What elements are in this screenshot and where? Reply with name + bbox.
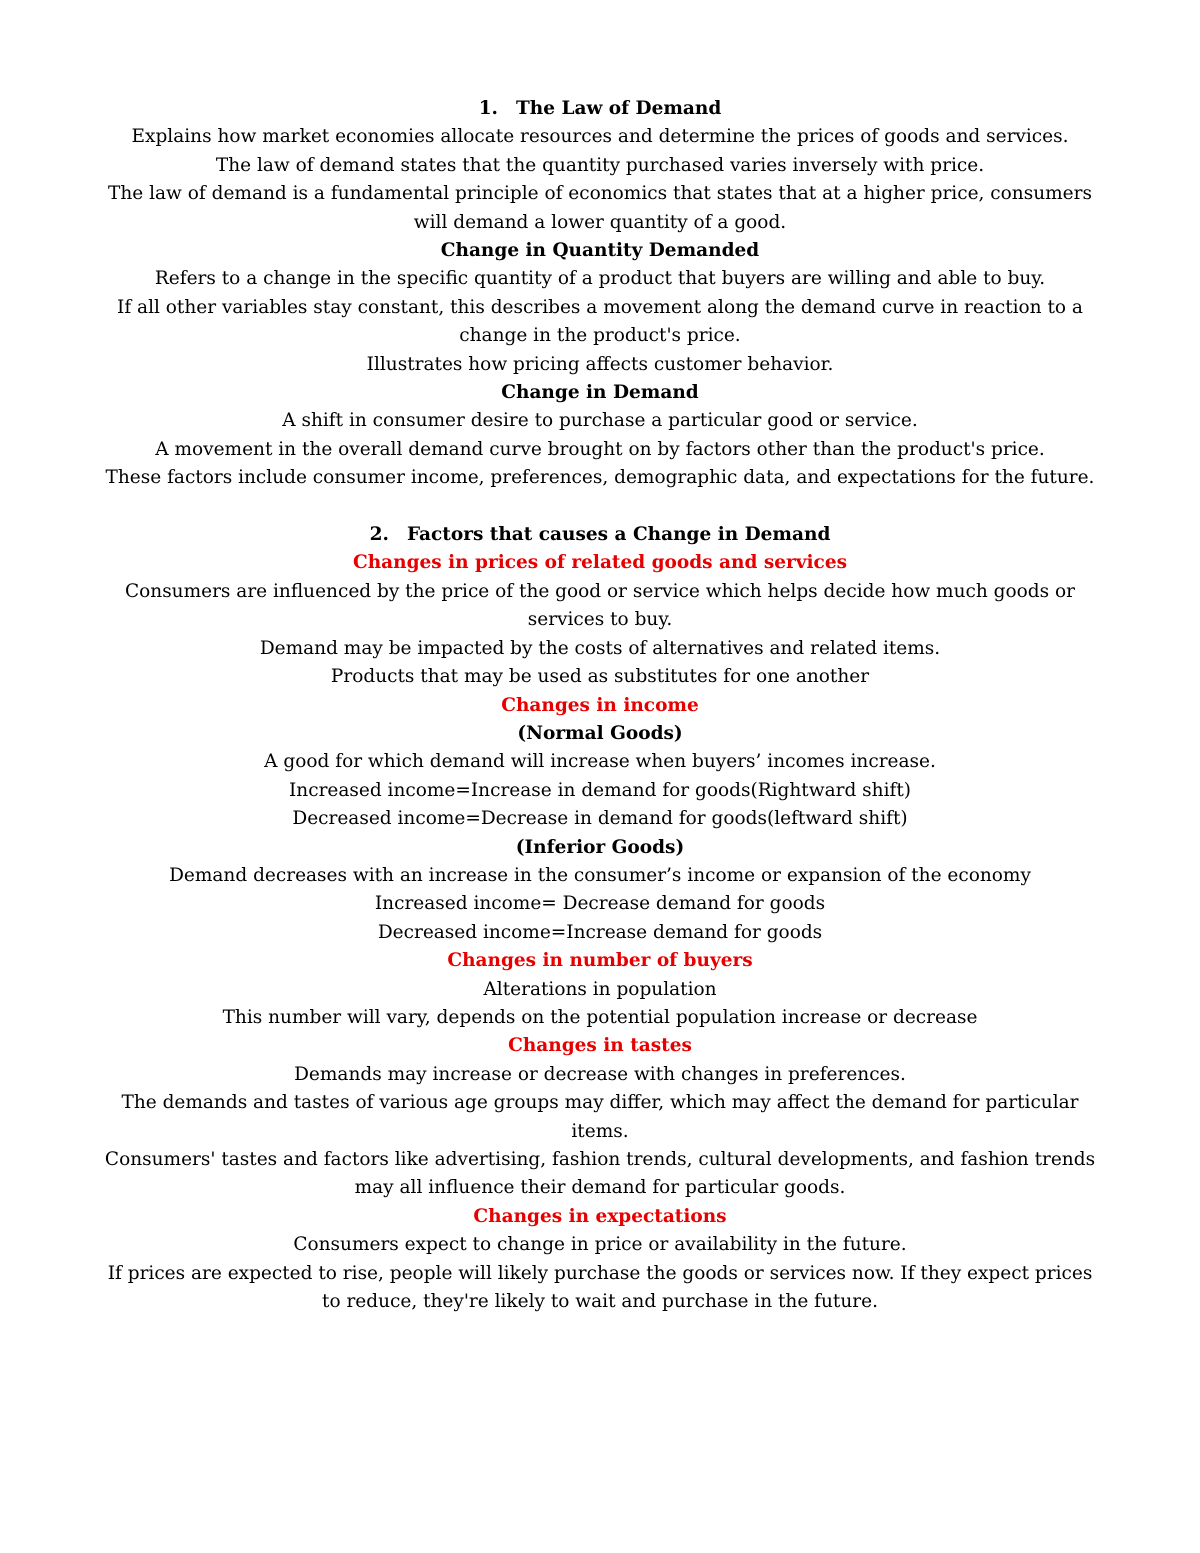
paragraph-line: These factors include consumer income, preferences, demographic data, and expectations for the future. [105,467,1095,489]
subheading-change-in-quantity-demanded: Change in Quantity Demanded [440,240,760,262]
paragraph-line: Consumers expect to change in price or availability in the future. [293,1234,907,1256]
paragraph-line: Demand may be impacted by the costs of alternatives and related items. [259,637,941,659]
paragraph-line: Alterations in population [483,978,717,1000]
subheading-change-in-demand: Change in Demand [501,382,699,404]
paragraph-line: Demands may increase or decrease with changes in preferences. [294,1063,906,1085]
paragraph-line: Illustrates how pricing affects customer behavior. [366,353,834,375]
paragraph-line: This number will vary, depends on the potential population increase or decrease [222,1006,978,1028]
paragraph-line: Consumers are influenced by the price of the good or service which helps decide how much goods or services to buy. [124,580,1075,631]
paragraph-line: The law of demand is a fundamental principle of economics that states that at a higher price, consumers will demand a lower quantity of a good. [108,183,1092,233]
paragraph-line: Increased income= Decrease demand for goods [374,893,826,915]
section-spacer [100,493,1100,521]
section-1-number: 1. [478,98,499,119]
paragraph-line: The law of demand states that the quantity purchased varies inversely with price. [215,154,985,176]
paragraph-line: Demand decreases with an increase in the consumer’s income or expansion of the economy [169,864,1031,886]
factor-heading-related-goods: Changes in prices of related goods and services [352,552,848,574]
paragraph-line: The demands and tastes of various age groups may differ, which may affect the demand for particular items. [121,1092,1079,1142]
section-2-number: 2. [369,524,389,546]
paragraph-line: A good for which demand will increase when buyers’ incomes increase. [264,751,936,773]
paragraph-line: A movement in the overall demand curve brought on by factors other than the product's price. [155,438,1045,460]
paragraph-line: Increased income=Increase in demand for goods(Rightward shift) [288,779,911,801]
paragraph-line: Products that may be used as substitutes for one another [330,666,870,688]
inferior-goods-label: (Inferior Goods) [515,836,685,858]
factor-heading-tastes: Changes in tastes [508,1035,692,1057]
paragraph-line: If prices are expected to rise, people will likely purchase the goods or services now. If they expect prices to reduce, they're likely to wait and purchase in the future. [107,1262,1093,1313]
paragraph-line: Refers to a change in the specific quantity of a product that buyers are willing and able to buy. [154,268,1046,290]
normal-goods-label: (Normal Goods) [517,722,683,744]
section-1-heading [100,95,1100,123]
paragraph-line: Decreased income=Decrease in demand for goods(leftward shift) [292,808,908,830]
paragraph-line: A shift in consumer desire to purchase a particular good or service. [282,410,918,432]
paragraph-line: Decreased income=Increase demand for goods [377,921,823,943]
paragraph-line: If all other variables stay constant, this describes a movement along the demand curve in reaction to a change in the product's price. [117,296,1083,347]
section-1-title: The Law of Demand [516,98,722,119]
factor-heading-number-of-buyers: Changes in number of buyers [447,950,753,972]
factor-heading-income: Changes in income [501,694,699,716]
paragraph-line: Consumers' tastes and factors like advertising, fashion trends, cultural developments, and fashion trends may all influence their demand for particular goods. [104,1149,1096,1199]
paragraph-line: Explains how market economies allocate resources and determine the prices of goods and services. [131,126,1069,148]
factor-heading-expectations: Changes in expectations [473,1205,727,1227]
section-2-title: Factors that causes a Change in Demand [406,524,831,546]
section-2-heading [100,521,1100,549]
document-body [100,95,1100,1316]
